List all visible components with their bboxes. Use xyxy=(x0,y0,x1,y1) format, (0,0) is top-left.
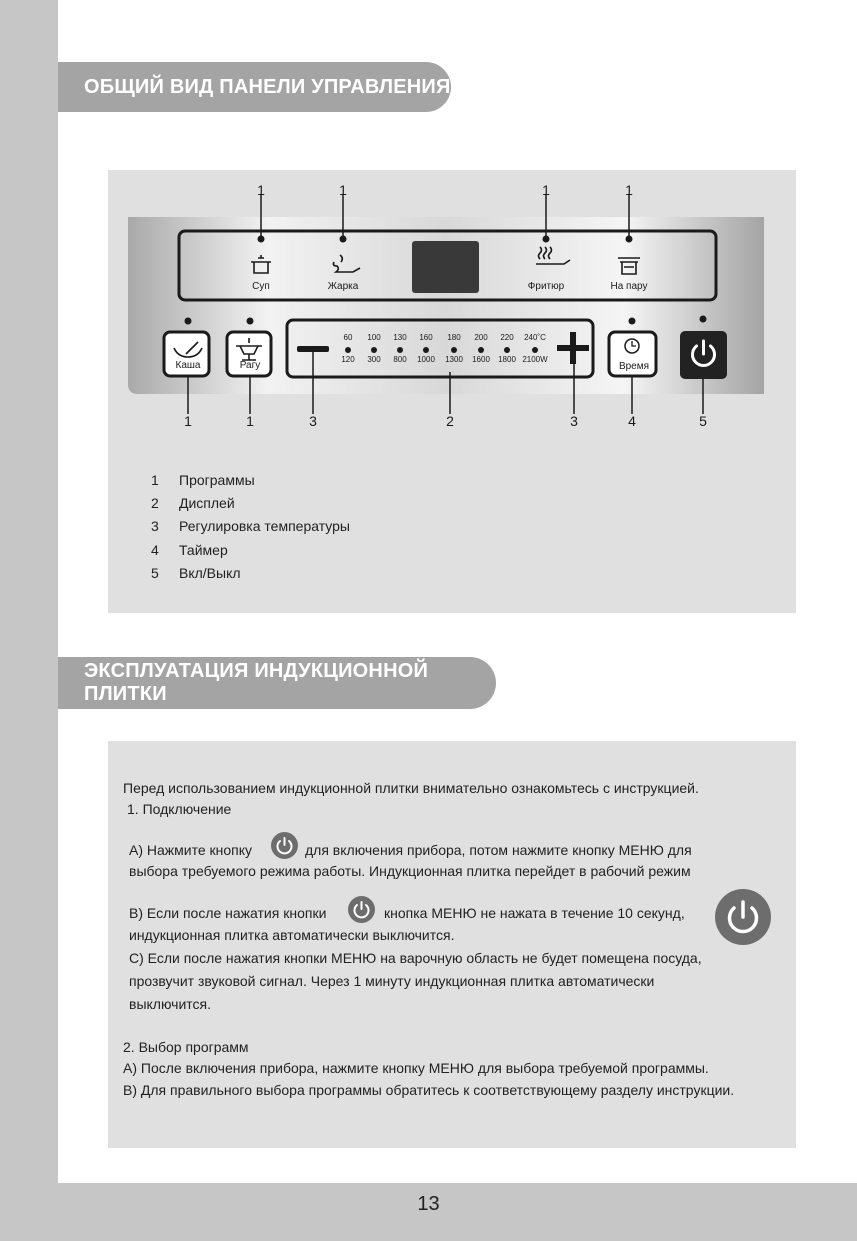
callout-number: 1 xyxy=(246,413,254,429)
step-c-text-line2: прозвучит звуковой сигнал. Через 1 минуту индукционная плитка автоматически xyxy=(129,973,655,989)
level-dot xyxy=(423,347,429,353)
temperature-value: 100 xyxy=(367,333,381,342)
level-dot xyxy=(504,347,510,353)
legend-item xyxy=(151,562,350,585)
intro-text: Перед использованием индукционной плитки внимательно ознакомьтесь с инструкцией. xyxy=(123,780,699,796)
legend-label: Регулировка температуры xyxy=(179,518,350,535)
program-selection-a: А) После включения прибора, нажмите кнопку МЕНЮ для выбора требуемой программы. xyxy=(123,1060,709,1076)
callout-number: 3 xyxy=(309,413,317,429)
kasha-indicator-dot xyxy=(185,318,192,325)
power-value: 1800 xyxy=(498,355,516,364)
panel-legend xyxy=(151,469,350,585)
legend-item xyxy=(151,515,350,538)
timer-button-label: Время xyxy=(618,361,650,372)
heading-connection: 1. Подключение xyxy=(127,801,232,817)
power-icon xyxy=(348,896,375,923)
callout-number: 5 xyxy=(699,413,707,429)
level-dot xyxy=(371,347,377,353)
display-screen xyxy=(412,241,479,293)
legend-number: 1 xyxy=(151,472,159,488)
level-dot xyxy=(397,347,403,353)
step-c-text-line3: выключится. xyxy=(129,996,211,1012)
power-value: 1300 xyxy=(445,355,463,364)
section-title-text: ОБЩИЙ ВИД ПАНЕЛИ УПРАВЛЕНИЯ xyxy=(84,75,451,98)
callout-number: 1 xyxy=(542,182,550,198)
power-indicator-dot xyxy=(700,316,707,323)
temperature-value: 130 xyxy=(393,333,407,342)
step-a-text-line2: выбора требуемого режима работы. Индукционная плитка перейдет в рабочий режим xyxy=(129,863,691,879)
temperature-value: 180 xyxy=(447,333,461,342)
temperature-value: 220 xyxy=(500,333,514,342)
step-b-text-line2: индукционная плитка автоматически выключится. xyxy=(129,927,455,943)
step-b-text-end: кнопка МЕНЮ не нажата в течение 10 секунд, xyxy=(384,905,685,921)
ragu-indicator-dot xyxy=(247,318,254,325)
callout-number: 1 xyxy=(257,182,265,198)
legend-number: 4 xyxy=(151,541,159,558)
power-value: 1600 xyxy=(472,355,490,364)
temperature-value: 60 xyxy=(343,333,353,342)
step-b-text-start: В) Если после нажатия кнопки xyxy=(129,905,327,921)
callout-number: 1 xyxy=(625,182,633,198)
temperature-value: 200 xyxy=(474,333,488,342)
program-label: На пару xyxy=(610,281,648,292)
power-icon xyxy=(271,832,298,859)
legend-label: Дисплей xyxy=(179,495,235,512)
section-title-panel-overview xyxy=(58,62,451,112)
power-value: 300 xyxy=(367,355,381,364)
step-c-text-line1: С) Если после нажатия кнопки МЕНЮ на варочную область не будет помещена посуда, xyxy=(129,950,702,966)
timer-indicator-dot xyxy=(629,318,636,325)
page-number: 13 xyxy=(417,1193,440,1215)
power-value: 2100W xyxy=(522,355,548,364)
step-a-text-end: для включения прибора, потом нажмите кнопку МЕНЮ для xyxy=(305,842,692,858)
legend-number: 3 xyxy=(151,518,159,535)
power-value: 120 xyxy=(341,355,355,364)
program-selection-b: В) Для правильного выбора программы обратитесь к соответствующему разделу инструкции. xyxy=(123,1082,735,1098)
legend-item xyxy=(151,469,350,492)
section-title-text: ЭКСПЛУАТАЦИЯ ИНДУКЦИОННОЙ ПЛИТКИ xyxy=(84,660,429,705)
callout-number: 2 xyxy=(446,413,454,429)
program-label: Жарка xyxy=(327,281,359,292)
callout-number: 4 xyxy=(628,413,636,429)
level-dot xyxy=(532,347,538,353)
level-dot xyxy=(451,347,457,353)
level-dot xyxy=(345,347,351,353)
callout-number: 1 xyxy=(184,413,192,429)
power-value: 800 xyxy=(393,355,407,364)
left-margin-strip xyxy=(0,0,58,1241)
program-label: Суп xyxy=(252,281,270,292)
legend-item xyxy=(151,492,350,515)
power-value: 1000 xyxy=(417,355,435,364)
heading-program-selection: 2. Выбор программ xyxy=(123,1039,249,1055)
program-button-label: Рагу xyxy=(239,360,261,371)
legend-label: Таймер xyxy=(179,541,228,558)
program-label: Фритюр xyxy=(527,281,565,292)
legend-item xyxy=(151,539,350,562)
callout-number: 3 xyxy=(570,413,578,429)
legend-number: 5 xyxy=(151,564,159,581)
minus-icon xyxy=(297,346,329,352)
program-button-label: Каша xyxy=(175,360,201,371)
legend-label: Программы xyxy=(179,472,255,488)
temperature-value: 240˚C xyxy=(524,333,546,342)
legend-label: Вкл/Выкл xyxy=(179,564,241,581)
power-icon xyxy=(715,889,771,945)
level-dot xyxy=(478,347,484,353)
step-a-text-start: А) Нажмите кнопку xyxy=(129,842,253,858)
temperature-value: 160 xyxy=(419,333,433,342)
callout-number: 1 xyxy=(339,182,347,198)
section-title-operation xyxy=(58,657,496,709)
legend-number: 2 xyxy=(151,495,159,512)
